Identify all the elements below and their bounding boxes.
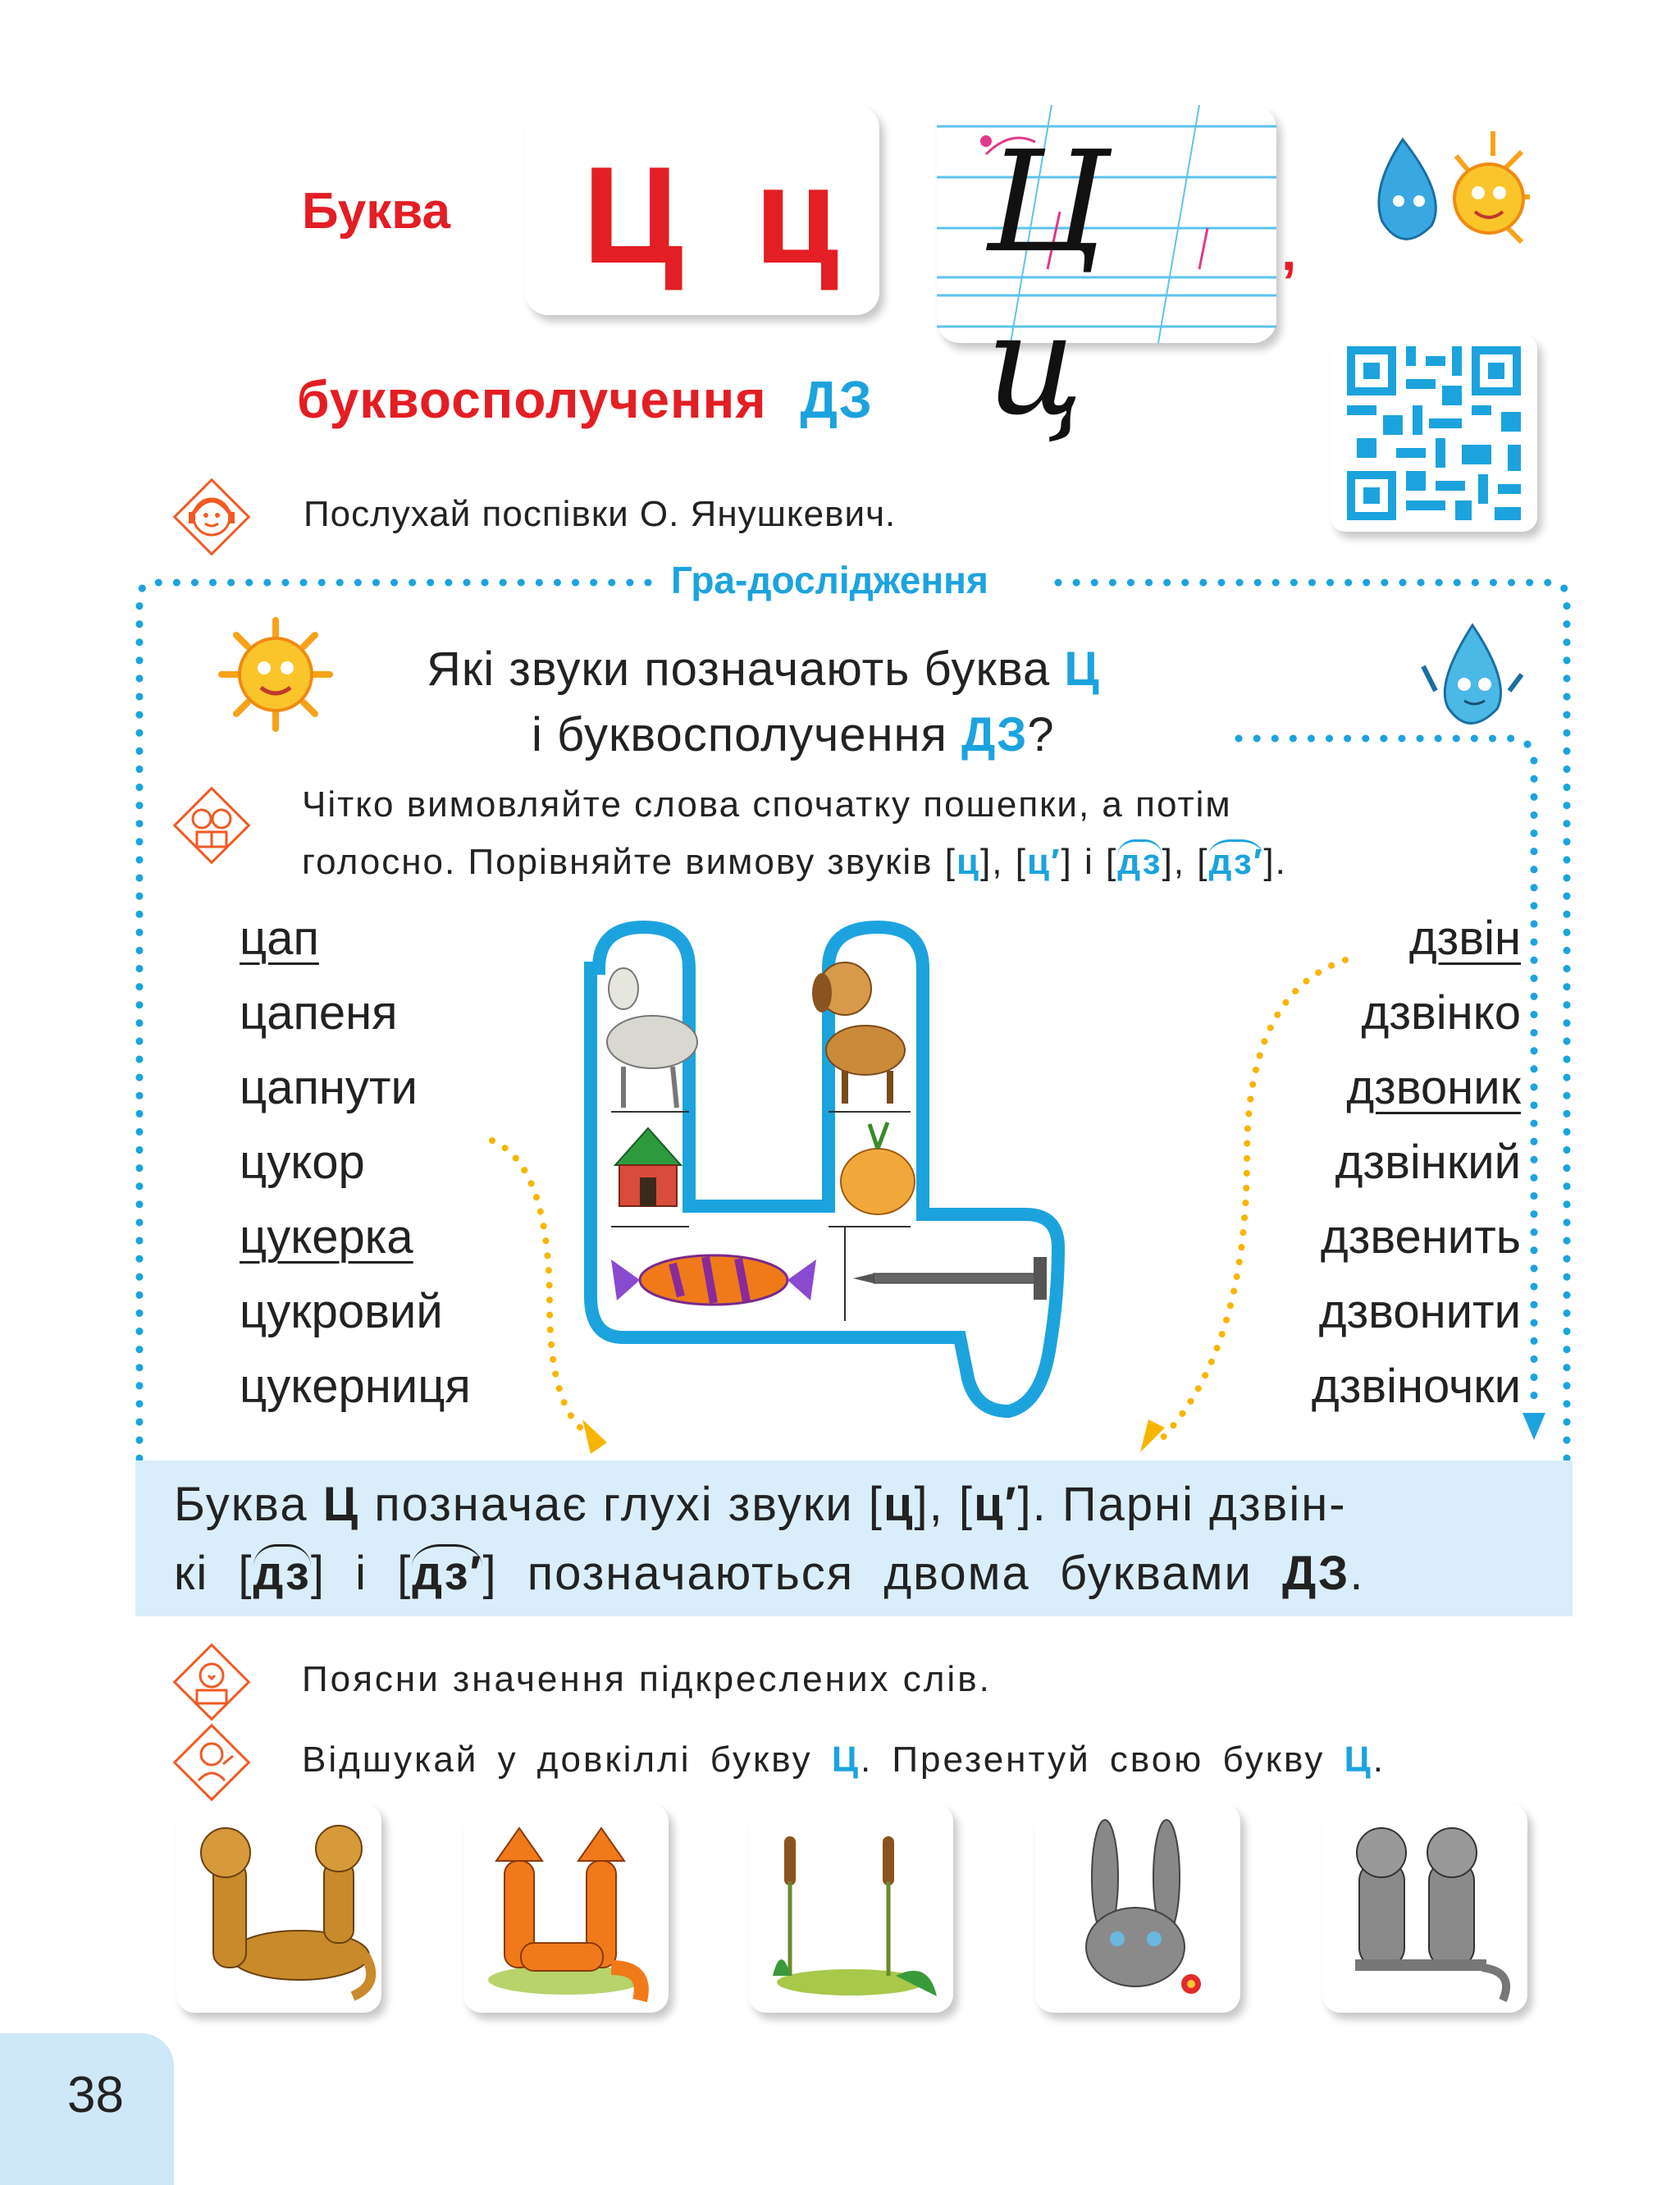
word-item: дзвін — [1408, 912, 1521, 965]
task-explain-text: Поясни значення підкреслених слів. — [302, 1659, 992, 1699]
game-question — [427, 637, 1329, 768]
sun-mascot-image — [218, 617, 333, 732]
title-comma: , — [1281, 221, 1297, 281]
conclusion-line-2 — [174, 1539, 1552, 1608]
word-item: цап — [240, 912, 319, 965]
text: позначає глухі звуки [ — [359, 1478, 883, 1531]
listen-icon — [172, 478, 251, 556]
qr-code[interactable] — [1331, 335, 1537, 532]
combo: ДЗ — [1281, 1547, 1350, 1600]
sound-ts-soft: ц′ — [973, 1478, 1018, 1531]
cats-letter-card — [1322, 1803, 1527, 2013]
instruction — [302, 776, 1532, 891]
sound-ts: ц — [956, 842, 981, 882]
question-text-2: і буквосполучення — [532, 708, 947, 761]
cattail-letter-card — [748, 1803, 953, 2013]
game-label: Гра-дослідження — [661, 558, 998, 602]
text: . Презентуй свою букву — [860, 1739, 1344, 1780]
subtitle-word: буквосполучення — [297, 370, 767, 429]
dog-shaped-letter-image — [176, 1803, 381, 2013]
sep: ], [ — [1162, 842, 1209, 882]
sep: ] і [ — [1061, 842, 1118, 882]
text: ], [ — [914, 1478, 974, 1531]
script-letters: Ц ц — [986, 121, 1133, 446]
word-item: дзвінко — [1361, 986, 1521, 1040]
explain-icon — [172, 1643, 251, 1721]
conclusion-line-1 — [174, 1470, 1552, 1539]
task-listen-text: Послухай поспівки О. Янушкевич. — [304, 494, 897, 534]
word-item: цукор — [240, 1136, 365, 1189]
question-line-1 — [427, 637, 1329, 702]
drop-mascot-image — [1419, 609, 1526, 740]
word-item: цукерниця — [240, 1360, 471, 1413]
question-text-1: Які звуки позначають буква — [427, 642, 1051, 696]
present-icon — [172, 1723, 251, 1802]
question-mark: ? — [1027, 708, 1055, 761]
script-letter-card — [937, 105, 1276, 446]
rabbit-letter-card — [1035, 1803, 1240, 2013]
sound-ts: ц — [883, 1478, 915, 1531]
question-letter: Ц — [1064, 642, 1100, 696]
cats-shaped-letter-image — [1322, 1803, 1527, 2013]
text: ] позначаються двома буквами — [482, 1547, 1282, 1600]
instruction-text: голосно. Порівняйте вимову звуків [ — [302, 842, 956, 882]
word-item: цапнути — [240, 1061, 418, 1114]
subtitle — [297, 369, 873, 430]
letter: Ц — [322, 1478, 360, 1531]
subtitle-combo: ДЗ — [800, 370, 873, 429]
printed-letters: Ц ц — [582, 138, 856, 292]
word-item: дзвіночки — [1311, 1360, 1521, 1413]
title-word: Буква — [302, 183, 451, 240]
left-word-list — [240, 901, 471, 1424]
question-line-2 — [427, 702, 1329, 768]
text: ] і [ — [310, 1547, 413, 1600]
printed-letter-card — [525, 105, 879, 315]
pair-work-icon — [172, 786, 251, 865]
conclusion-text — [174, 1470, 1552, 1608]
sep: ], [ — [980, 842, 1027, 882]
letter: Ц — [1344, 1739, 1373, 1780]
letter: Ц — [831, 1739, 861, 1780]
sound-dz-soft: дз′ — [412, 1544, 482, 1600]
word-item: цукерка — [240, 1210, 413, 1264]
cattail-shaped-letter-image — [748, 1803, 953, 2013]
instruction-line-2 — [302, 834, 1532, 891]
text: Відшукай у довкіллі букву — [302, 1739, 832, 1780]
sep: ]. — [1263, 842, 1287, 882]
page-number: 38 — [67, 2067, 124, 2123]
text: ]. Парні дзвін- — [1017, 1478, 1347, 1531]
word-item: дзвоник — [1346, 1061, 1521, 1114]
yellow-arrows — [459, 927, 1444, 1469]
drop-and-sun-mascots-image — [1354, 123, 1542, 263]
word-item: дзвонити — [1318, 1285, 1521, 1338]
text: кі [ — [174, 1547, 253, 1600]
dog-letter-card — [176, 1803, 381, 2013]
sound-dz: дз — [253, 1544, 311, 1600]
sound-dz: дз — [1117, 839, 1162, 882]
rabbit-shaped-letter-image — [1035, 1803, 1240, 2013]
instruction-line-1: Чітко вимовляйте слова спочатку пошепки, а потім — [302, 784, 1232, 825]
task-present-text — [302, 1739, 1386, 1780]
fox-letter-card — [463, 1803, 669, 2013]
fox-shaped-letter-image — [463, 1803, 669, 2013]
word-item: цукровий — [240, 1285, 443, 1338]
word-item: дзвенить — [1320, 1210, 1521, 1264]
word-item: дзвінкий — [1335, 1136, 1521, 1189]
question-combo: ДЗ — [961, 708, 1028, 761]
word-item: цапеня — [240, 986, 398, 1040]
sound-dz-soft: дз′ — [1208, 839, 1263, 882]
sound-ts-soft: ц′ — [1026, 842, 1061, 882]
text: . — [1349, 1547, 1365, 1600]
text: Буква — [174, 1478, 323, 1531]
text: . — [1372, 1739, 1386, 1780]
qr-code-icon — [1347, 346, 1521, 520]
